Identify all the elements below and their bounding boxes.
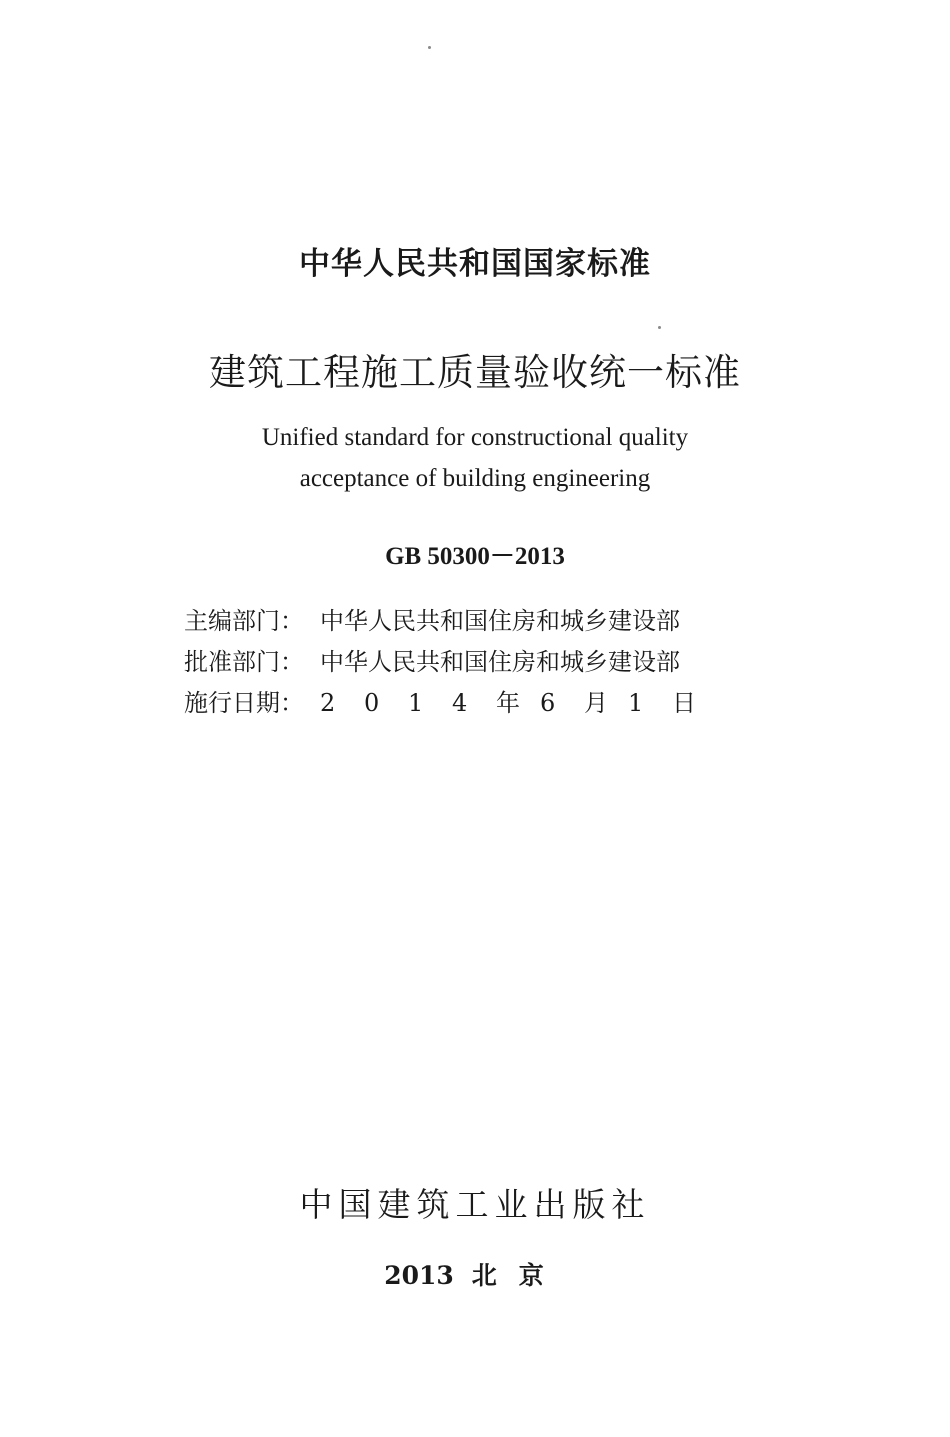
publication-year: 2013 <box>384 1261 454 1290</box>
approval-row <box>184 645 680 679</box>
date-part: 6 <box>540 689 556 717</box>
effective-date-label: 施行日期： <box>184 689 304 717</box>
scan-speck <box>658 326 661 329</box>
publication-date-place <box>0 1256 950 1292</box>
date-part: 1 <box>628 689 644 717</box>
date-part: 月 <box>584 689 608 717</box>
title-english-line-2: acceptance of building engineering <box>299 465 651 492</box>
standard-number: GB 50300－2013 <box>385 543 565 570</box>
publication-city: 北京 <box>471 1261 566 1290</box>
date-part: 0 <box>364 689 380 717</box>
chief-editor-label: 主编部门： <box>184 607 304 635</box>
chief-editor-value: 中华人民共和国住房和城乡建设部 <box>320 607 680 635</box>
date-part: 日 <box>672 689 696 717</box>
standard-series: 中华人民共和国国家标准 <box>299 246 651 282</box>
publisher: 中国建筑工业出版社 <box>299 1185 651 1224</box>
chief-editor-row <box>184 604 680 638</box>
approval-label: 批准部门： <box>184 648 304 676</box>
title-chinese: 建筑工程施工质量验收统一标准 <box>209 351 741 394</box>
date-part: 年 <box>496 689 520 717</box>
effective-date-value <box>320 686 716 720</box>
scan-speck <box>428 46 431 49</box>
effective-date-row <box>184 686 716 720</box>
date-part: 2 <box>320 689 336 717</box>
title-english-line-1: Unified standard for constructional quality <box>261 424 689 451</box>
date-part: 4 <box>452 689 468 717</box>
approval-value: 中华人民共和国住房和城乡建设部 <box>320 648 680 676</box>
date-part: 1 <box>408 689 424 717</box>
